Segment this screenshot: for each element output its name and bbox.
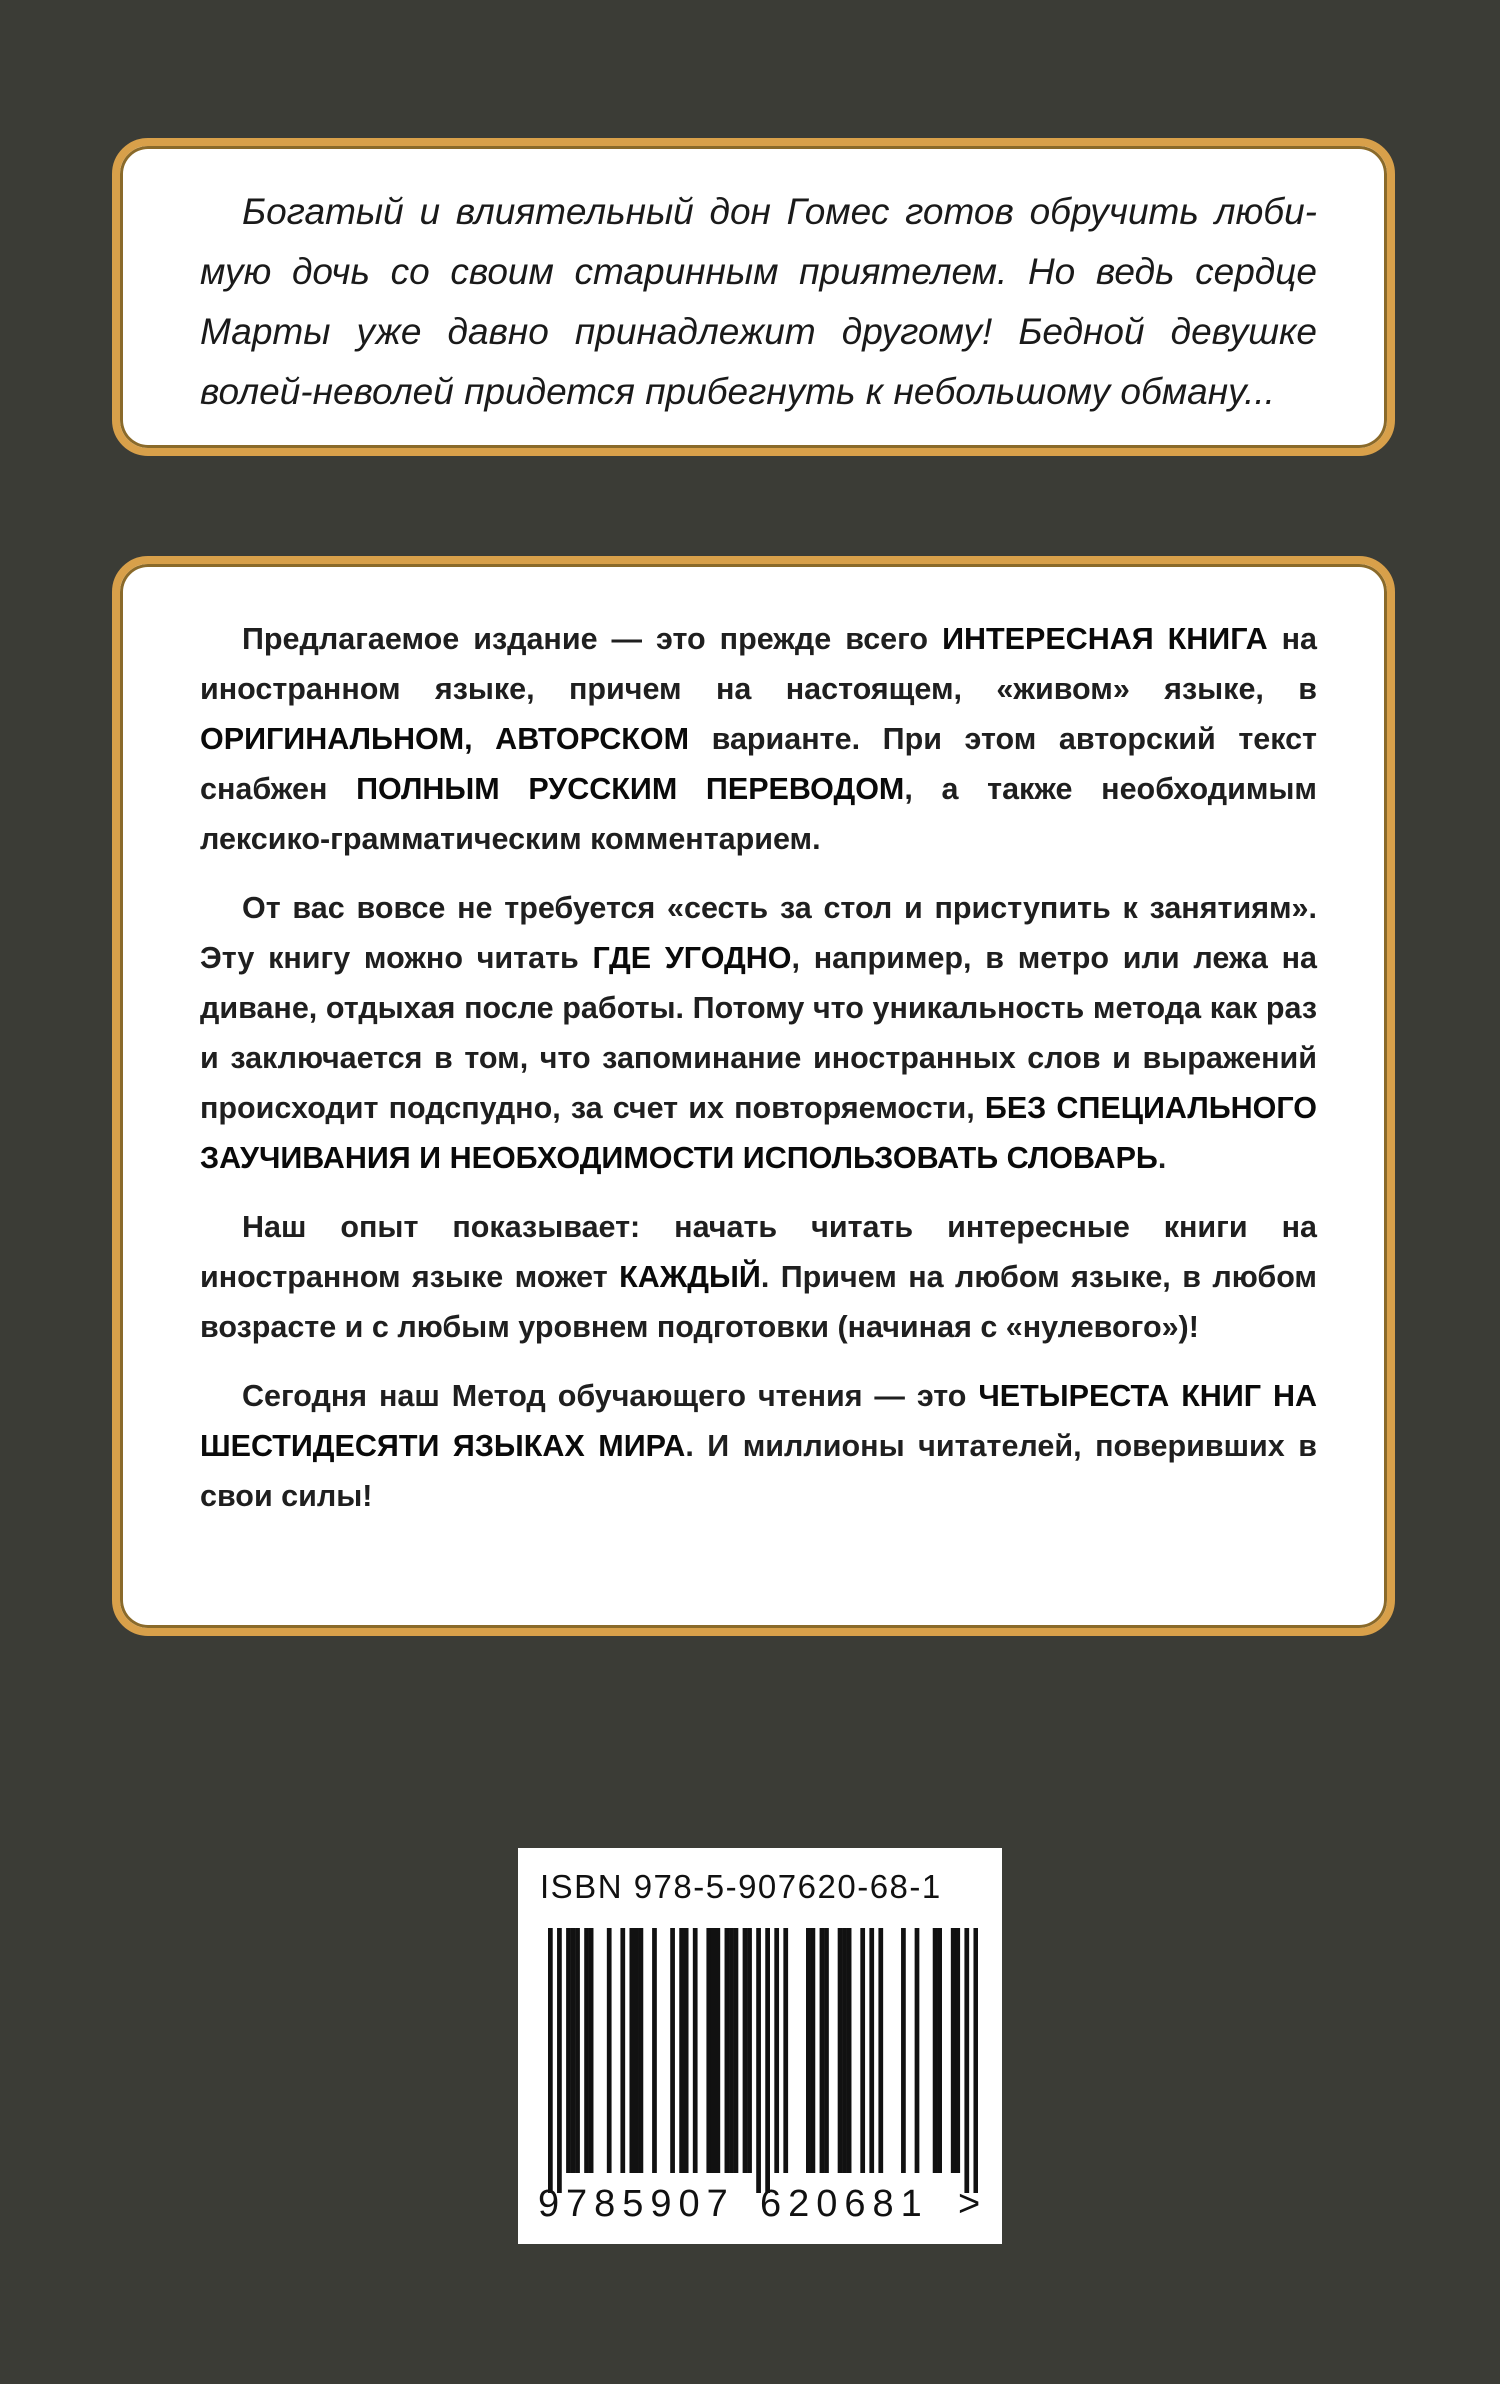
barcode-bar: [838, 1928, 843, 2173]
barcode-bar: [639, 1928, 644, 2173]
barcode-bar: [684, 1928, 689, 2173]
barcode-bar: [571, 1928, 576, 2173]
barcode-bar: [869, 1928, 874, 2173]
barcode-bar: [842, 1928, 847, 2173]
barcode-bar: [584, 1928, 589, 2173]
p2-text-3: .: [1157, 1141, 1167, 1175]
p3-text-2: . Причем на любом языке, в любом возрасте и с любым уровнем подготовки (начиная с «нулевого»)!: [200, 1260, 1317, 1344]
barcode-bar: [607, 1928, 612, 2173]
barcode-bar: [847, 1928, 852, 2173]
barcode-bar: [548, 1928, 553, 2193]
barcode-bars: [548, 1928, 978, 2193]
barcode-bar: [629, 1928, 634, 2173]
barcode-bar: [824, 1928, 829, 2173]
barcode-bar: [715, 1928, 720, 2173]
p1-emphasis-1: ИНТЕРЕСНАЯ КНИГА: [942, 622, 1268, 656]
p1-emphasis-2: ОРИГИНАЛЬНОМ, АВТОРСКОМ: [200, 722, 690, 756]
method-description-panel: [112, 556, 1395, 1636]
barcode-bar: [725, 1928, 730, 2173]
synopsis-panel: [112, 138, 1395, 456]
method-paragraph-1: [200, 614, 1317, 864]
barcode-bar: [620, 1928, 625, 2173]
barcode-bar: [878, 1928, 883, 2173]
barcode-leading-digit: 9: [538, 2183, 560, 2225]
barcode-bar: [901, 1928, 906, 2173]
isbn-label: ISBN 978-5-907620-68-1: [540, 1868, 942, 1905]
barcode-bar: [806, 1928, 811, 2173]
method-paragraph-4: [200, 1371, 1317, 1521]
barcode-bar: [747, 1928, 752, 2173]
barcode-bar: [652, 1928, 657, 2173]
barcode-bar: [706, 1928, 711, 2173]
barcode-bar: [634, 1928, 639, 2173]
barcode-bar: [729, 1928, 734, 2173]
barcode-bar: [811, 1928, 816, 2173]
barcode-bar: [964, 1928, 969, 2193]
barcode-bar: [693, 1928, 698, 2173]
barcode-bar: [589, 1928, 594, 2173]
barcode-bar: [915, 1928, 920, 2173]
method-paragraph-3: [200, 1202, 1317, 1352]
p2-text-2: , например, в метро или лежа на диване, отдыхая после работы. Потому что уникальность метода как раз и заключается в том, что запоминание иностранных слов и выражений происходит подспудно, за счет их повторяемости,: [200, 941, 1317, 1125]
barcode-bar: [743, 1928, 748, 2173]
barcode-bar: [937, 1928, 942, 2173]
p4-text-2: . И миллионы читателей, поверивших в свои силы!: [200, 1429, 1317, 1513]
barcode-end-mark: >: [958, 2183, 981, 2225]
barcode-bar: [670, 1928, 675, 2173]
barcode-bar: [955, 1928, 960, 2173]
p1-text-4: , а также необходимым лексико-грамматическим комментарием.: [200, 772, 1317, 856]
barcode-left-digits: 785907: [566, 2183, 735, 2225]
barcode-bar: [951, 1928, 956, 2173]
p1-text-2: на иностранном языке, причем на настоящем, «живом» языке, в: [200, 622, 1318, 706]
p2-emphasis-2: БЕЗ СПЕЦИАЛЬНОГО ЗАУЧИВАНИЯ И НЕОБХОДИМОСТИ ИСПОЛЬЗОВАТЬ СЛОВАРЬ: [200, 1091, 1317, 1175]
p2-emphasis-1: ГДЕ УГОДНО: [592, 941, 792, 975]
barcode-bar: [860, 1928, 865, 2173]
synopsis-text: Богатый и влиятельный дон Гомес готов обручить любимую дочь со своим старинным приятелем. Но ведь сердце Марты уже давно принадлежит другому! Бедной девушке волей-неволей придется прибегнуть к небольшому обману...: [200, 191, 1317, 412]
barcode-bar: [566, 1928, 571, 2173]
barcode-bar: [774, 1928, 779, 2173]
p3-emphasis-1: КАЖДЫЙ: [619, 1260, 761, 1294]
p1-text-1: Предлагаемое издание — это прежде всего: [242, 622, 943, 656]
p4-text-1: Сегодня наш Метод обучающего чтения — это: [242, 1379, 979, 1413]
barcode-bar: [575, 1928, 580, 2173]
barcode-bar: [557, 1928, 562, 2193]
barcode-bar: [711, 1928, 716, 2173]
barcode-bar: [783, 1928, 788, 2173]
barcode-bar: [973, 1928, 978, 2193]
barcode-bar: [734, 1928, 739, 2173]
barcode-bar: [756, 1928, 761, 2193]
p1-emphasis-3: ПОЛНЫМ РУССКИМ ПЕРЕВОДОМ: [356, 772, 905, 806]
p4-emphasis-1: ЧЕТЫРЕСТА КНИГ НА ШЕСТИДЕСЯТИ ЯЗЫКАХ МИРА: [200, 1379, 1317, 1463]
method-paragraph-2: [200, 883, 1317, 1183]
barcode-bar: [679, 1928, 684, 2173]
p3-text-1: Наш опыт показывает: начать читать интересные книги на иностранном языке может: [200, 1210, 1317, 1294]
isbn-barcode-block: [518, 1848, 1002, 2244]
barcode-bar: [933, 1928, 938, 2173]
barcode-right-digits: 620681: [760, 2183, 929, 2225]
barcode-bar: [765, 1928, 770, 2193]
p2-text-1: От вас вовсе не требуется «сесть за стол и приступить к занятиям». Эту книгу можно читать: [200, 891, 1317, 975]
barcode-bar: [820, 1928, 825, 2173]
p1-text-3: варианте. При этом авторский текст снабжен: [200, 722, 1317, 806]
